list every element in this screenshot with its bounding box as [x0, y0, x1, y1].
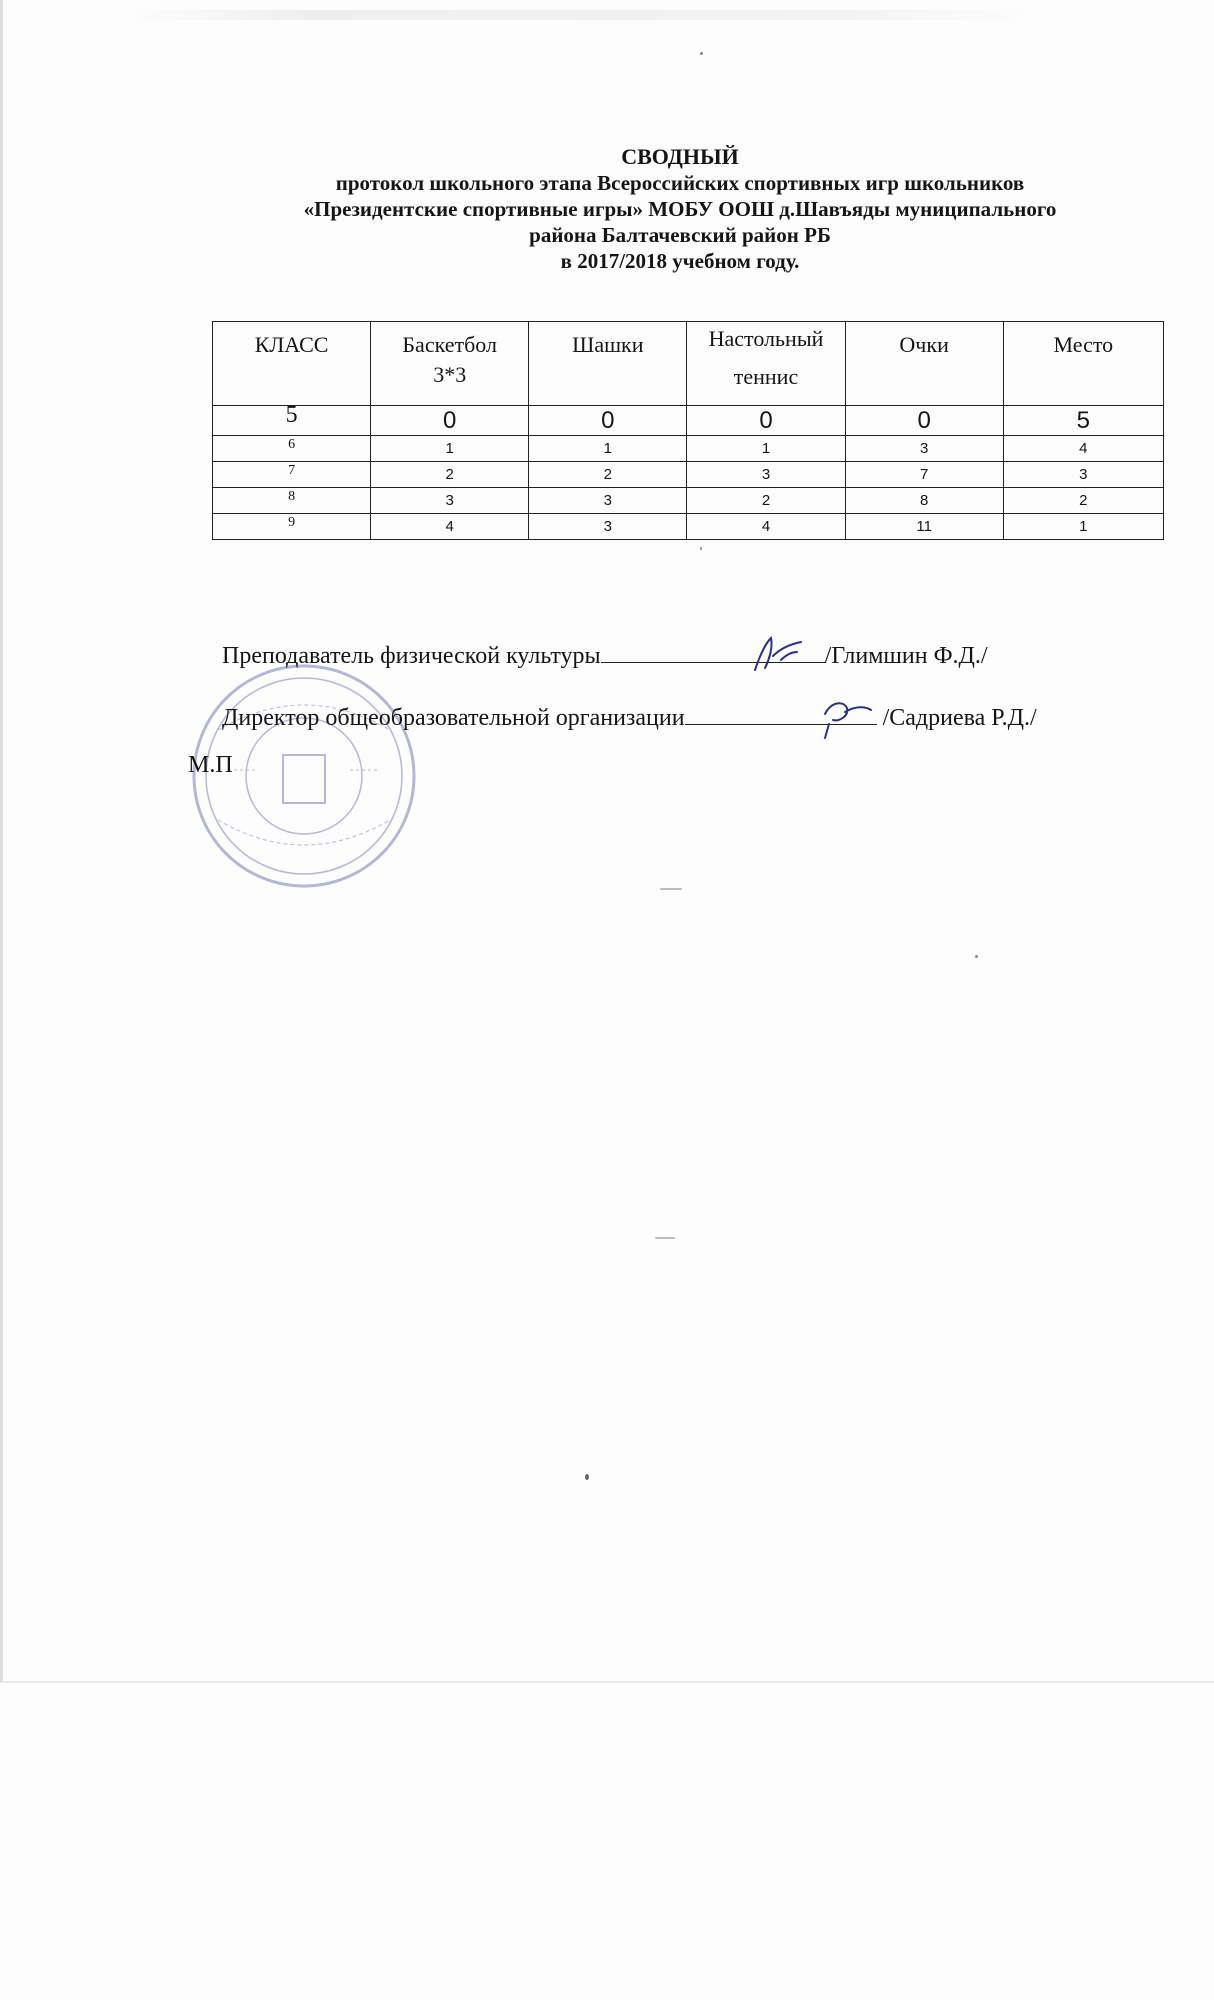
- results-table: [212, 321, 1164, 540]
- scan-speck: [975, 955, 978, 958]
- header-table-tennis: Настольный теннис: [687, 322, 845, 406]
- document-title: СВОДНЫЙ: [621, 144, 739, 169]
- teacher-name: /Глимшин Ф.Д./: [824, 643, 988, 669]
- cell-place: 1: [1003, 514, 1163, 540]
- cell-basketball: 4: [371, 514, 529, 540]
- cell-class: 6: [213, 436, 371, 462]
- cell-checkers: 0: [529, 406, 687, 436]
- teacher-signature-scribble: [735, 630, 815, 678]
- header-points: Очки: [845, 322, 1003, 406]
- cell-place: 2: [1003, 488, 1163, 514]
- cell-basketball: 0: [371, 406, 529, 436]
- stamp-label: М.П: [188, 752, 233, 778]
- cell-class: 7: [213, 462, 371, 488]
- header-class: КЛАСС: [213, 322, 371, 406]
- table-header-row: [213, 322, 1164, 406]
- scan-artifact-bottom-edge: [0, 1681, 1214, 1683]
- cell-place: 5: [1003, 406, 1163, 436]
- cell-points: 11: [845, 514, 1003, 540]
- cell-tennis: 0: [687, 406, 845, 436]
- cell-class: 8: [213, 488, 371, 514]
- scan-speck: [700, 52, 703, 55]
- cell-class: 5: [213, 406, 371, 436]
- director-name: /Садриева Р.Д./: [876, 705, 1037, 731]
- teacher-signature-line: [222, 640, 988, 670]
- cell-class: 9: [213, 514, 371, 540]
- header-place: Место: [1003, 322, 1163, 406]
- document-header: [200, 144, 1160, 274]
- cell-place: 4: [1003, 436, 1163, 462]
- director-signature-line: [222, 702, 1037, 732]
- cell-tennis: 3: [687, 462, 845, 488]
- header-line-2: «Президентские спортивные игры» МОБУ ООШ д.Шавъяды муниципального: [303, 197, 1057, 221]
- scan-artifact-left-edge: [0, 0, 3, 1681]
- cell-tennis: 4: [687, 514, 845, 540]
- cell-checkers: 1: [529, 436, 687, 462]
- cell-checkers: 3: [529, 514, 687, 540]
- table-row: [213, 406, 1164, 436]
- table-row: [213, 488, 1164, 514]
- table-row: [213, 436, 1164, 462]
- scan-speck: [585, 1474, 589, 1480]
- cell-checkers: 2: [529, 462, 687, 488]
- cell-points: 8: [845, 488, 1003, 514]
- scan-speck: [700, 547, 702, 550]
- cell-tennis: 1: [687, 436, 845, 462]
- director-signature-scribble: [815, 692, 885, 742]
- cell-basketball: 3: [371, 488, 529, 514]
- table-row: [213, 514, 1164, 540]
- cell-points: 3: [845, 436, 1003, 462]
- header-basketball: Баскетбол 3*3: [371, 322, 529, 406]
- scan-speck: [655, 1237, 675, 1239]
- cell-points: 0: [845, 406, 1003, 436]
- teacher-role: Преподаватель физической культуры: [222, 643, 601, 669]
- header-line-1: протокол школьного этапа Всероссийских спортивных игр школьников: [335, 171, 1025, 195]
- scan-artifact-top: [130, 10, 1030, 20]
- table-row: [213, 462, 1164, 488]
- director-role: Директор общеобразовательной организации: [222, 705, 685, 731]
- cell-place: 3: [1003, 462, 1163, 488]
- cell-tennis: 2: [687, 488, 845, 514]
- cell-basketball: 2: [371, 462, 529, 488]
- scan-speck: [660, 888, 682, 890]
- header-line-3: района Балтачевский район РБ: [529, 223, 831, 247]
- cell-points: 7: [845, 462, 1003, 488]
- cell-checkers: 3: [529, 488, 687, 514]
- header-checkers: Шашки: [529, 322, 687, 406]
- cell-basketball: 1: [371, 436, 529, 462]
- header-line-4: в 2017/2018 учебном году.: [560, 249, 800, 273]
